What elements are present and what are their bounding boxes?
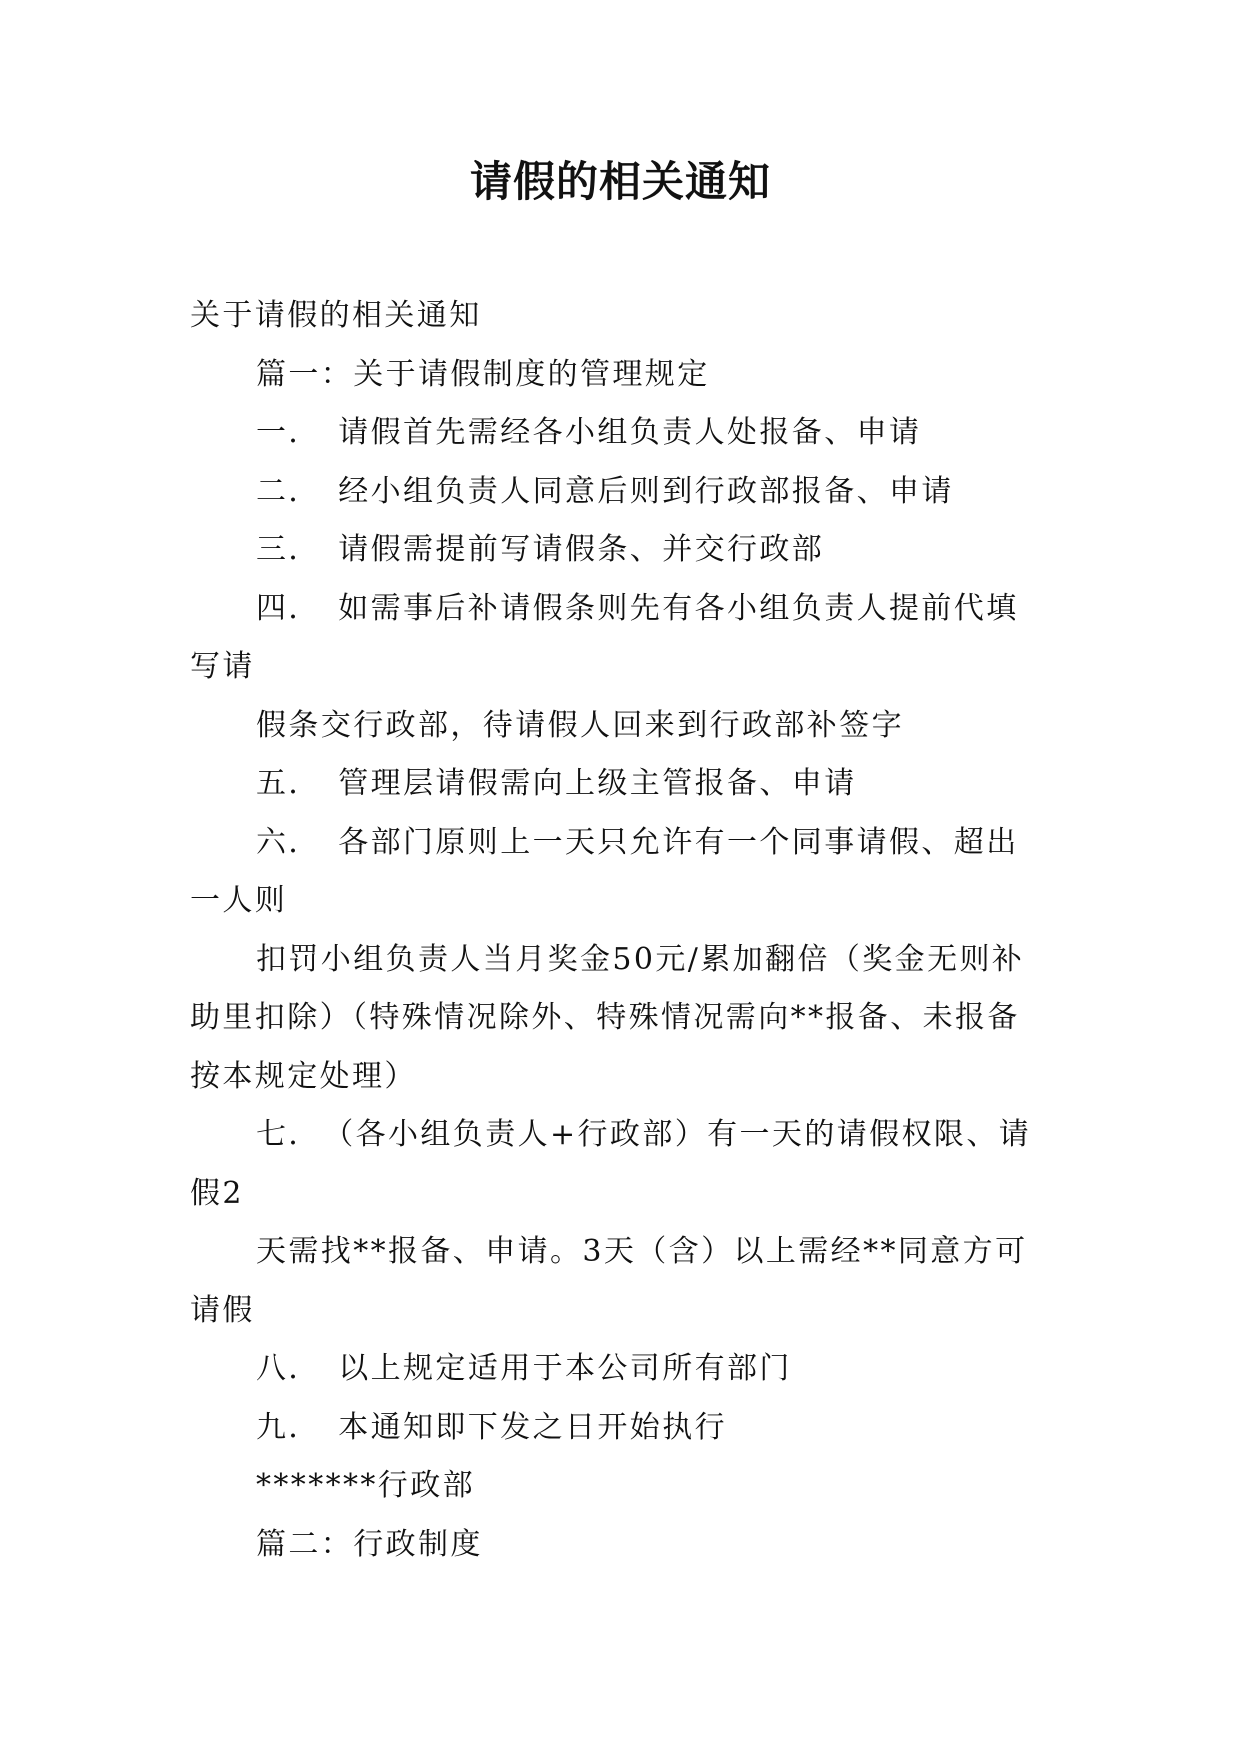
paragraph: 九． 本通知即下发之日开始执行 (256, 1409, 727, 1445)
paragraph: 一． 请假首先需经各小组负责人处报备、申请 (256, 415, 922, 450)
paragraph: *******行政部 (256, 1468, 475, 1503)
document-title: 请假的相关通知 (469, 157, 771, 206)
paragraph: 假条交行政部，待请假人回来到行政部补签字 (256, 707, 904, 743)
paragraph: 三． 请假需提前写请假条、并交行政部 (256, 532, 825, 567)
paragraph: 篇二：行政制度 (256, 1526, 483, 1562)
paragraph: 二． 经小组负责人同意后则到行政部报备、申请 (256, 473, 954, 509)
paragraph: 关于请假的相关通知 (190, 298, 482, 333)
paragraph: 七． （各小组负责人+行政部）有一天的请假权限、请假2 (190, 1117, 1032, 1211)
document-body (190, 287, 1050, 1574)
paragraph: 天需找**报备、申请。3天（含）以上需经**同意方可请假 (190, 1234, 1028, 1328)
paragraph: 五． 管理层请假需向上级主管报备、申请 (256, 766, 857, 801)
paragraph: 四． 如需事后补请假条则先有各小组负责人提前代填写请 (190, 590, 1019, 684)
paragraph: 六． 各部门原则上一天只允许有一个同事请假、超出一人则 (190, 824, 1019, 918)
paragraph: 八． 以上规定适用于本公司所有部门 (256, 1351, 792, 1386)
paragraph: 篇一：关于请假制度的管理规定 (256, 356, 710, 392)
paragraph: 扣罚小组负责人当月奖金50元/累加翻倍（奖金无则补助里扣除）（特殊情况除外、特殊情况需向**报备、未报备按本规定处理） (190, 941, 1025, 1094)
